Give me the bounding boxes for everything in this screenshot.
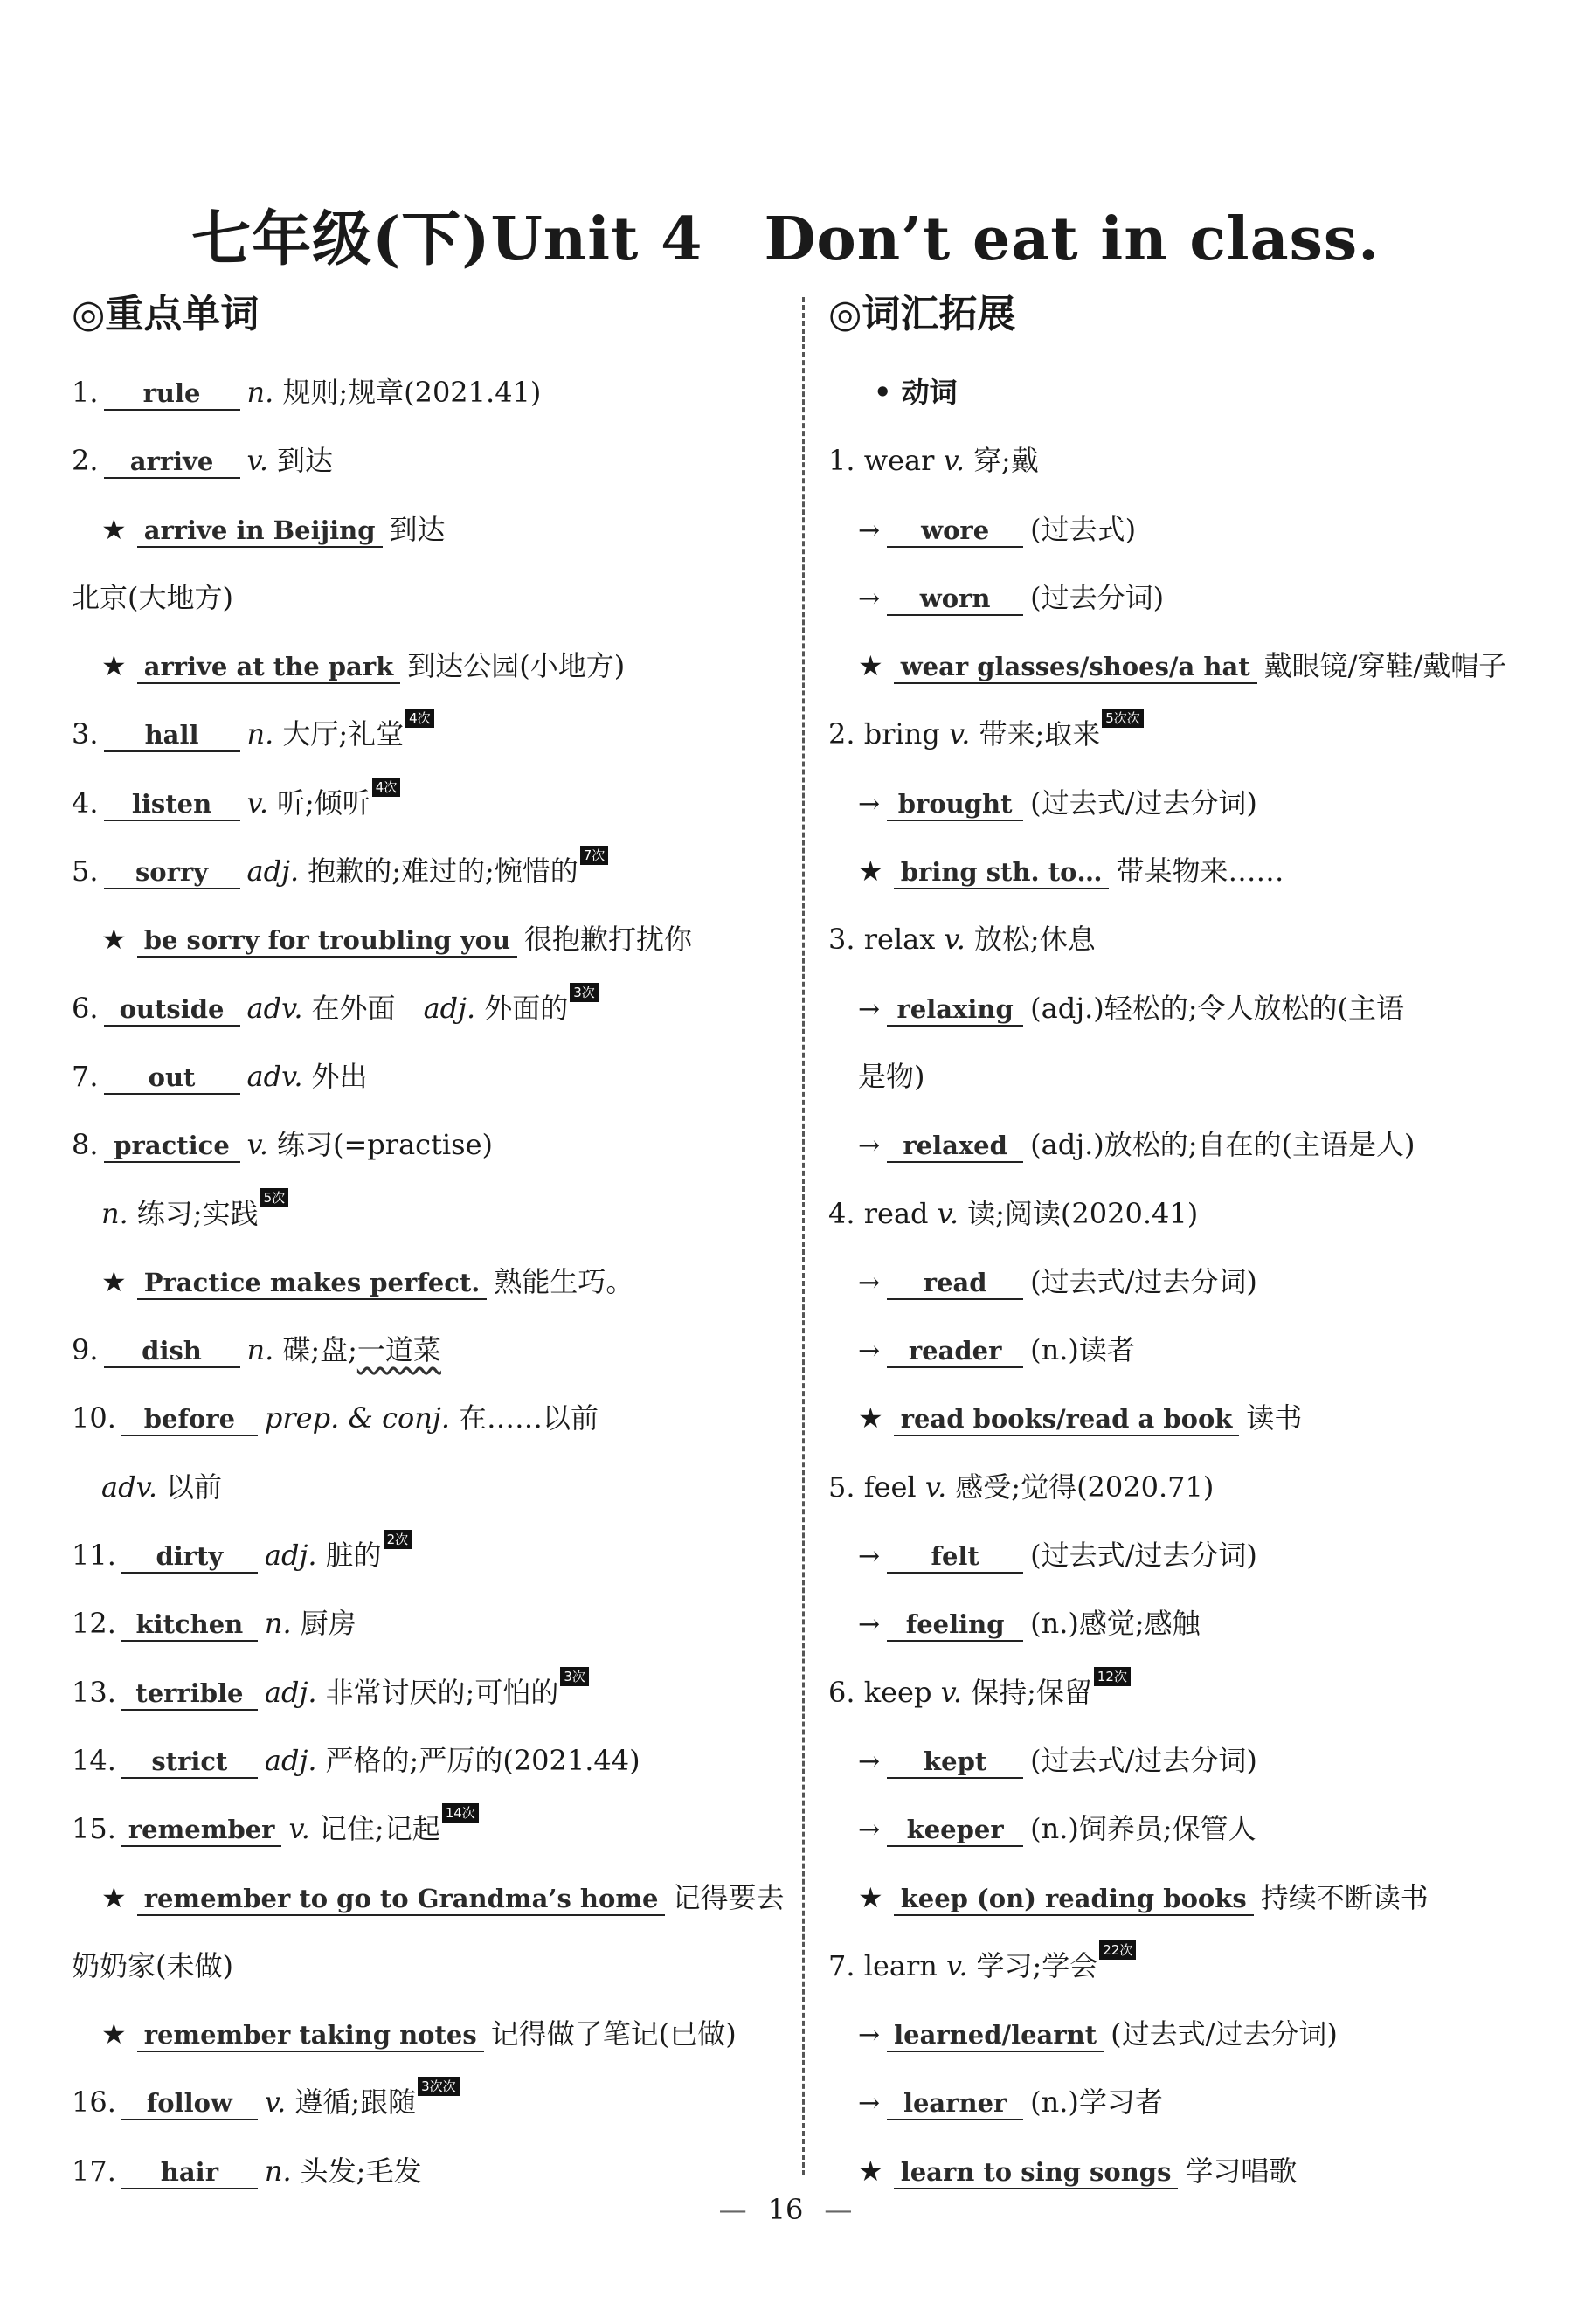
word-row [72,1384,779,1452]
footer-dash-left: — [718,2193,747,2226]
arrow-icon: → [858,583,881,614]
form-meaning: (过去式) [1030,512,1137,546]
continuation-text: 是物) [858,1059,925,1093]
verb-row [828,1453,1545,1521]
vocab-expansion-column [828,288,1545,2205]
phrase-meaning: 记得做了笔记(已做) [490,2017,737,2051]
phrase-answer: be sorry for troubling you [137,924,517,958]
word-row [72,426,779,495]
form-row [828,1589,1545,1657]
phrase-answer: bring sth. to… [894,856,1110,889]
word-meaning: 外出 [311,1059,368,1093]
arrow-icon: → [858,2088,881,2120]
verb-head: 6. keep [828,1675,932,1709]
verb-meaning: 穿;戴 [973,444,1039,478]
phrase-row [828,837,1545,905]
word-row [72,1795,779,1863]
form-meaning: (过去式/过去分词) [1030,1539,1257,1573]
word-row [72,1589,779,1657]
form-meaning: (过去式/过去分词) [1030,785,1257,820]
form-meaning: (adj.)放松的;自在的(主语是人) [1030,1128,1415,1162]
form-row [828,1726,1545,1795]
word-row [72,1110,779,1179]
arrow-icon: → [858,993,881,1025]
verb-row [828,905,1545,973]
form-row [828,1795,1545,1863]
continuation-row [72,1453,779,1521]
star-icon: ★ [101,1880,127,1914]
verb-meaning: 感受;觉得(2020.71) [955,1470,1215,1504]
phrase-meaning: 带某物来…… [1116,854,1284,889]
word-row [72,974,779,1042]
item-number: 15. [72,1812,116,1846]
form-row [828,495,1545,564]
part-of-speech: adv. [246,1059,303,1093]
word-answer: out [104,1062,240,1095]
arrow-icon: → [858,2020,881,2051]
verb-head: 5. feel [828,1470,917,1504]
form-meaning: (n.)饲养员;保管人 [1030,1812,1256,1846]
word-answer: before [121,1403,258,1436]
part-of-speech: v. [264,2085,287,2120]
word-answer: follow [121,2087,258,2120]
item-number: 9. [72,1333,99,1367]
verb-head: 4. read [828,1196,929,1230]
word-answer: practice [104,1130,240,1163]
form-answer: feeling [887,1608,1023,1642]
word-meaning: 大厅;礼堂 [282,717,405,751]
part-of-speech: n. [264,2154,292,2188]
footer-dash-right: — [824,2193,853,2226]
star-icon: ★ [101,2017,127,2051]
part-of-speech: v. [940,1675,963,1709]
item-number: 16. [72,2085,116,2120]
word-row [72,837,779,905]
arrow-icon: → [858,1609,881,1641]
continuation-row [72,564,779,632]
arrow-icon: → [858,788,881,820]
verb-meaning: 读;阅读(2020.41) [967,1196,1199,1230]
phrase-answer: wear glasses/shoes/a hat [894,651,1257,684]
verb-head: 3. relax [828,923,936,957]
star-icon: ★ [101,649,127,683]
exam-count-badge: 12次 [1094,1667,1131,1686]
star-icon: ★ [858,1401,883,1435]
word-answer: listen [104,788,240,821]
form-answer: read [887,1267,1023,1300]
word-meaning: 在外面 [311,991,396,1025]
star-icon: ★ [858,2154,883,2188]
arrow-icon: → [858,1746,881,1777]
phrase-answer: arrive at the park [137,651,401,684]
verb-meaning: 学习;学会 [976,1948,1098,1982]
part-of-speech: v. [937,1196,959,1230]
phrase-answer: learn to sing songs [894,2156,1179,2189]
word-row [72,358,779,426]
part-of-speech: prep. & conj. [264,1401,450,1435]
word-answer: outside [104,993,240,1027]
part-of-speech: v. [288,1812,310,1846]
exam-count-badge: 4次 [405,709,434,728]
item-number: 14. [72,1743,116,1777]
word-meaning: 在……以前 [458,1401,599,1435]
word-answer: hall [104,719,240,752]
phrase-meaning: 持续不断读书 [1260,1880,1429,1914]
form-answer: reader [887,1335,1023,1368]
part-of-speech: v. [246,785,268,820]
part-of-speech: v. [924,1470,947,1504]
word-meaning: 听;倾听 [276,785,370,820]
phrase-row [828,1384,1545,1452]
exam-count-badge: 3次 [560,1667,589,1686]
part-of-speech: v. [943,444,965,478]
verb-row [828,1932,1545,2000]
verb-meaning: 带来;取来 [979,717,1101,751]
verb-head: 2. bring [828,717,940,751]
word-answer: dirty [121,1540,258,1574]
word-row [72,1316,779,1384]
item-number: 13. [72,1675,116,1709]
item-number: 8. [72,1128,99,1162]
verb-row [828,700,1545,768]
phrase-answer: keep (on) reading books [894,1883,1254,1916]
part-of-speech: v. [944,923,965,957]
part-of-speech: n. [246,717,274,751]
word-meaning: 记住;记起 [318,1812,440,1846]
item-number: 17. [72,2154,116,2188]
phrase-row [828,1864,1545,1932]
phrase-meaning: 记得要去 [672,1880,785,1914]
form-answer: kept [887,1746,1023,1779]
word-meaning-2: 外面的 [484,991,569,1025]
phrase-meaning: 熟能生巧。 [494,1264,634,1298]
word-answer: sorry [104,856,240,889]
part-of-speech: v. [246,1128,268,1162]
arrow-icon: → [858,1541,881,1573]
continuation-text: 北京(大地方) [72,580,233,614]
arrow-icon: → [858,1815,881,1846]
phrase-row [828,632,1545,700]
form-answer: worn [887,583,1023,616]
form-answer: learned/learnt [887,2019,1104,2052]
page-number: 16 [767,2193,804,2226]
exam-count-badge: 22次 [1099,1940,1136,1960]
form-answer: relaxed [887,1130,1023,1163]
wavy-meaning: 一道菜 [356,1333,441,1367]
form-answer: felt [887,1540,1023,1574]
part-of-speech: n. [264,1607,292,1641]
form-row [828,2000,1545,2068]
arrow-icon: → [858,1131,881,1162]
phrase-answer: read books/read a book [894,1403,1240,1436]
part-of-speech: adj. [264,1539,317,1573]
word-row [72,1726,779,1795]
part-of-speech: n. [246,376,274,409]
continuation-text: 练习;实践 [136,1196,259,1230]
star-icon: ★ [858,1880,883,1914]
word-meaning: 到达 [276,444,333,478]
word-meaning: 练习(=practise) [276,1128,494,1162]
word-meaning: 碟;盘; [282,1333,357,1367]
star-icon: ★ [101,1264,127,1298]
form-row [828,974,1545,1042]
word-answer: hair [121,2156,258,2189]
arrow-icon: → [858,1336,881,1367]
phrase-answer: remember taking notes [137,2019,484,2052]
word-row [72,1658,779,1726]
exam-count-badge: 2次 [384,1530,412,1549]
exam-count-badge: 14次 [442,1803,479,1823]
part-of-speech-2: adj. [423,991,476,1025]
star-icon: ★ [858,854,883,889]
item-number: 4. [72,785,99,820]
phrase-meaning: 到达公园(小地方) [407,649,626,683]
word-answer: strict [121,1746,258,1779]
exam-count-badge: 3次 [570,983,599,1002]
part-of-speech: v. [946,1948,968,1982]
verb-subheading: • 动词 [874,376,958,409]
form-row [828,1316,1545,1384]
exam-count-badge: 7次 [580,846,609,865]
vocab-expansion-heading: ◎词汇拓展 [828,292,1016,336]
word-meaning: 规则;规章(2021.41) [282,376,542,409]
word-meaning: 严格的;严厉的(2021.44) [325,1743,640,1777]
continuation-pos: n. [101,1196,128,1230]
title-sentence: Don’t eat in class. [764,204,1380,274]
form-meaning: (过去式/过去分词) [1030,1264,1257,1298]
part-of-speech: adv. [246,991,303,1025]
verb-row [828,1179,1545,1248]
exam-count-badge: 4次 [372,778,401,797]
form-row [828,1521,1545,1589]
word-answer: terrible [121,1677,258,1711]
form-meaning: (n.)读者 [1030,1333,1135,1367]
form-row [828,769,1545,837]
word-row [72,1042,779,1110]
form-row [828,1248,1545,1316]
form-row [828,564,1545,632]
key-words-column [72,288,785,2205]
verb-meaning: 放松;休息 [973,923,1096,957]
part-of-speech: adj. [264,1675,317,1709]
form-answer: relaxing [887,993,1023,1027]
word-row [72,700,779,768]
word-answer: kitchen [121,1608,258,1642]
item-number: 12. [72,1607,116,1641]
phrase-row [72,905,779,973]
part-of-speech: adj. [246,854,300,889]
word-row [72,1521,779,1589]
phrase-answer: arrive in Beijing [137,515,383,548]
form-row [828,1110,1545,1179]
continuation-text: 奶奶家(未做) [72,1948,233,1982]
verb-row [828,426,1545,495]
arrow-icon: → [858,515,881,546]
word-row [72,2068,779,2136]
key-words-heading: ◎重点单词 [72,292,260,336]
continuation-text: 以前 [166,1470,223,1504]
continuation-row [72,1932,779,2000]
item-number: 7. [72,1059,99,1093]
verb-meaning: 保持;保留 [971,1675,1092,1709]
column-divider [802,297,805,2175]
continuation-row [828,1042,1545,1110]
form-answer: wore [887,515,1023,548]
form-meaning: (过去式/过去分词) [1111,2017,1338,2051]
phrase-row [72,1864,785,1932]
phrase-answer: remember to go to Grandma’s home [137,1883,666,1916]
phrase-answer: Practice makes perfect. [137,1267,488,1300]
word-meaning: 厨房 [300,1607,356,1641]
form-meaning: (n.)感觉;感触 [1030,1607,1201,1641]
item-number: 10. [72,1401,116,1435]
form-answer: keeper [887,1814,1023,1847]
phrase-row [72,632,779,700]
form-answer: learner [887,2087,1023,2120]
verb-head: 1. wear [828,444,935,478]
title-grade: 七年级(下)Unit 4 [191,204,703,274]
part-of-speech: adj. [264,1743,317,1777]
phrase-row [72,495,779,564]
form-meaning: (n.)学习者 [1030,2085,1163,2120]
word-answer: remember [121,1814,282,1847]
form-row [828,2068,1545,2136]
star-icon: ★ [858,649,883,683]
item-number: 5. [72,854,99,889]
page-title [0,192,1571,277]
word-answer: rule [104,377,240,411]
word-row [72,769,779,837]
form-meaning: (过去分词) [1030,580,1165,614]
phrase-row [72,2000,779,2068]
item-number: 6. [72,991,99,1025]
phrase-meaning: 学习唱歌 [1185,2154,1298,2188]
word-answer: arrive [104,446,240,479]
phrase-meaning: 很抱歉打扰你 [524,923,693,957]
word-answer: dish [104,1335,240,1368]
verb-head: 7. learn [828,1948,938,1982]
item-number: 1. [72,376,99,409]
word-meaning: 遵循;跟随 [294,2085,417,2120]
part-of-speech: n. [246,1333,274,1367]
item-number: 11. [72,1539,116,1573]
word-meaning: 抱歉的;难过的;惋惜的 [308,854,578,889]
exam-count-badge: 5次次 [1102,709,1144,728]
arrow-icon: → [858,1267,881,1298]
word-meaning: 头发;毛发 [300,2154,422,2188]
item-number: 3. [72,717,99,751]
word-meaning: 脏的 [325,1539,382,1573]
form-meaning: (过去式/过去分词) [1030,1743,1257,1777]
verb-row [828,1658,1545,1726]
phrase-meaning: 读书 [1246,1401,1303,1435]
star-icon: ★ [101,512,127,546]
continuation-pos: adv. [101,1470,158,1504]
part-of-speech: v. [246,444,268,478]
word-meaning: 非常讨厌的;可怕的 [325,1675,559,1709]
page-footer [0,2193,1571,2226]
phrase-row [72,1248,779,1316]
part-of-speech: v. [948,717,971,751]
phrase-meaning: 到达 [389,512,446,546]
phrase-meaning: 戴眼镜/穿鞋/戴帽子 [1263,649,1507,683]
exam-count-badge: 5次 [260,1188,289,1207]
star-icon: ★ [101,923,127,957]
form-meaning: (adj.)轻松的;令人放松的(主语 [1030,991,1405,1025]
exam-count-badge: 3次次 [418,2077,460,2096]
form-answer: brought [887,788,1023,821]
item-number: 2. [72,444,99,478]
continuation-row [72,1179,779,1248]
